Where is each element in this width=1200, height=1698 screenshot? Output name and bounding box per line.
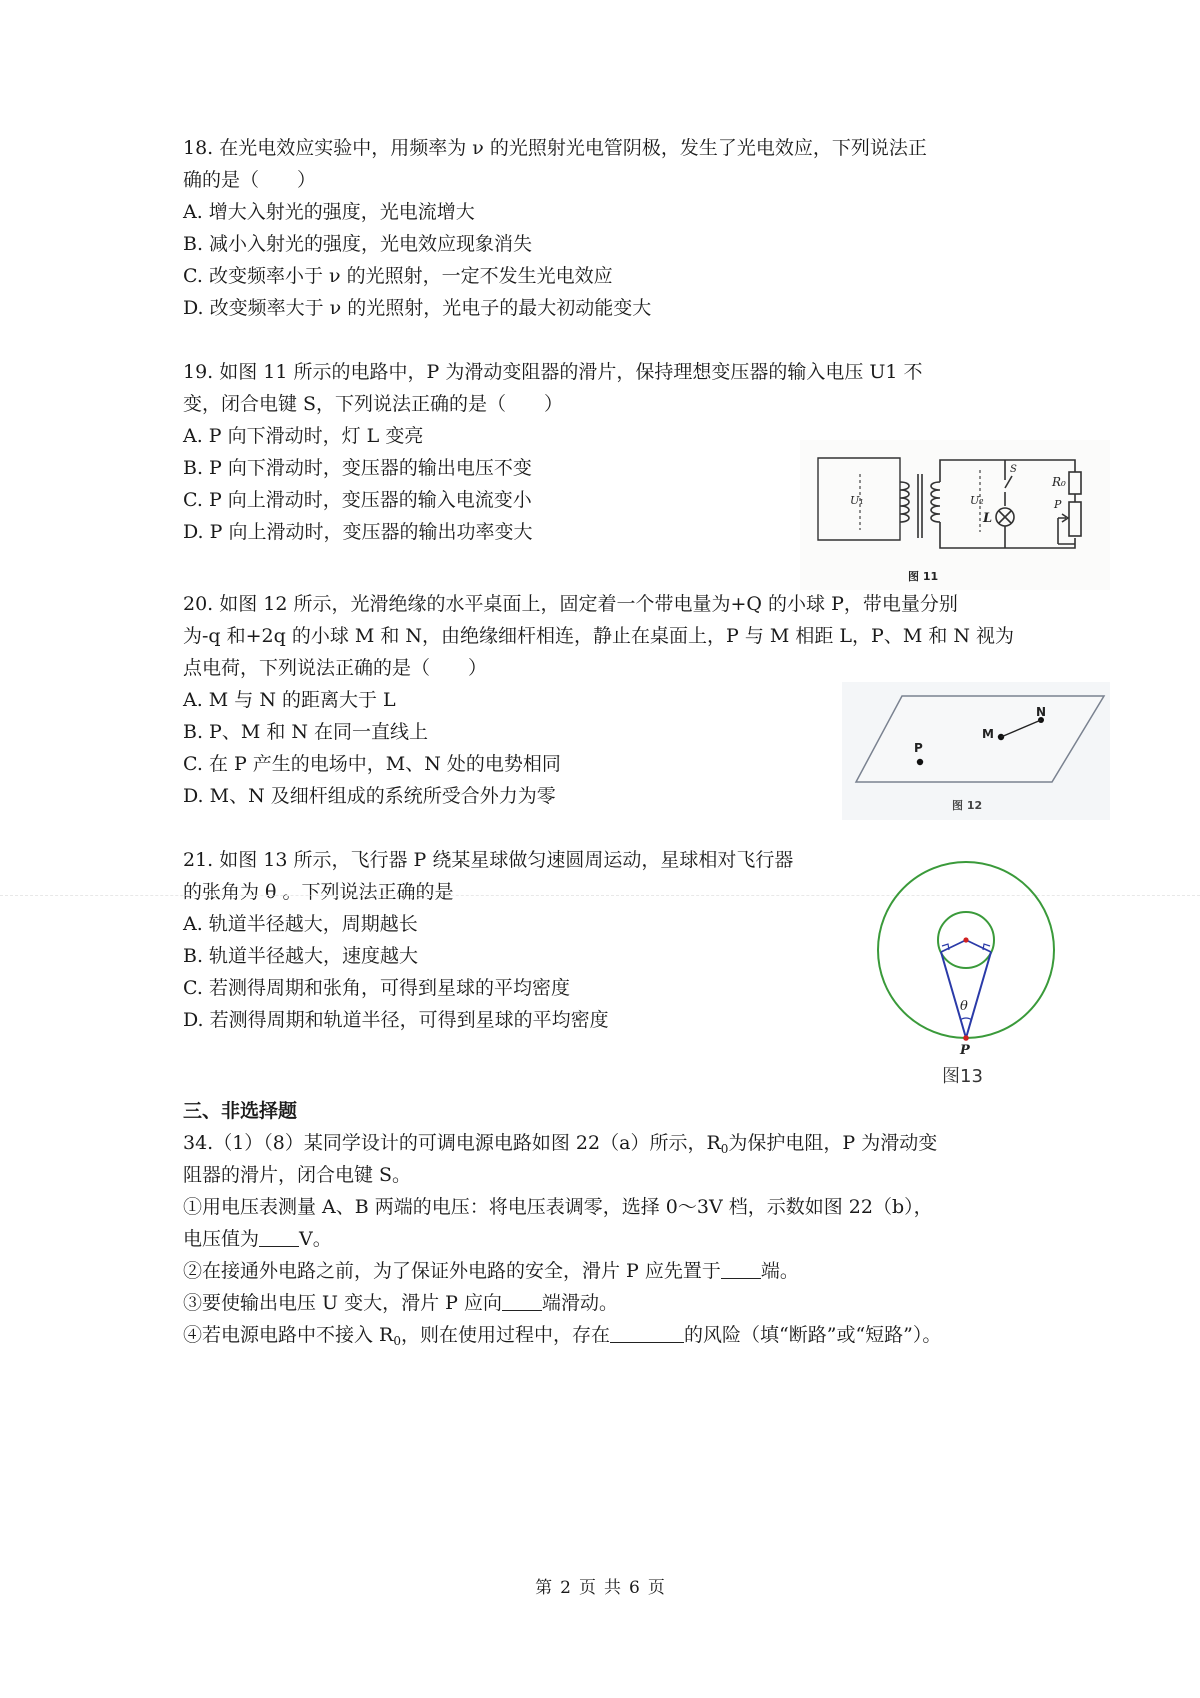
q19-option-a: A. P 向下滑动时，灯 L 变亮 [183,425,424,447]
q34-line5-a: ②在接通外电路之前，为了保证外电路的安全，滑片 P 应先置于 [183,1260,721,1282]
fig13-planet-center [963,937,968,942]
q19-option-b: B. P 向下滑动时，变压器的输出电压不变 [183,457,532,479]
fig13-label-p: P [960,1043,970,1058]
q20-option-c: C. 在 P 产生的电场中，M、N 处的电势相同 [183,753,561,775]
q34-line4-b: V。 [299,1228,332,1250]
q18-stem-line2: 确的是（ ） [183,169,317,191]
q21-option-b: B. 轨道半径越大，速度越大 [183,945,419,967]
fig11-label-s: S [1010,464,1017,475]
q34-line7-sub: 0 [393,1334,401,1348]
q34-position-blank[interactable] [721,1260,761,1279]
q20-stem-line1: 20. 如图 12 所示，光滑绝缘的水平桌面上，固定着一个带电量为+Q 的小球 P，带电量分别 [183,593,958,615]
q21-option-a: A. 轨道半径越大，周期越长 [183,913,418,935]
q34-line3: ①用电压表测量 A、B 两端的电压：将电压表调零，选择 0～3V 档，示数如图 22（b）， [183,1196,933,1218]
q18-option-c: C. 改变频率小于 ν 的光照射，一定不发生光电效应 [183,265,613,287]
footer-mid1: 页 [579,1578,596,1598]
q20-option-b: B. P、M 和 N 在同一直线上 [183,721,429,743]
q34-line1-sub: 0 [720,1142,729,1156]
q18-option-d: D. 改变频率大于 ν 的光照射，光电子的最大初动能变大 [183,297,652,319]
fig11-label-r0: R₀ [1052,475,1066,489]
q34-line7-c: 的风险（填“断路”或“短路”）。 [684,1324,942,1346]
q34-direction-blank[interactable] [502,1292,542,1311]
q34-voltage-blank[interactable] [259,1228,299,1247]
fig13-craft-p [963,1035,969,1041]
page-footer [0,1573,1200,1598]
q34-line7-b: ，则在使用过程中，存在 [401,1324,611,1346]
figure-13-caption: 图13 [942,1066,983,1087]
fig13-label-theta: θ [960,999,968,1014]
q34-line2: 阻器的滑片，闭合电键 S。 [183,1164,412,1186]
q34-line1-a: 34.（1）（8）某同学设计的可调电源电路如图 22（a）所示，R [183,1132,721,1154]
fig12-charge-p [917,759,923,765]
q34-line7 [183,1321,941,1355]
q18-option-b: B. 减小入射光的强度，光电效应现象消失 [183,233,533,255]
q20-stem-line2: 为-q 和+2q 的小球 M 和 N，由绝缘细杆相连，静止在桌面上，P 与 M 相距 L，P、M 和 N 视为 [183,625,1015,647]
q20-option-d: D. M、N 及细杆组成的系统所受合外力为零 [183,785,556,807]
figure-12-plane [842,682,1110,820]
section-3-title: 三、非选择题 [183,1100,298,1122]
q34-line5-b: 端。 [760,1260,799,1282]
q19-option-c: C. P 向上滑动时，变压器的输入电流变小 [183,489,532,511]
footer-mid2: 共 [604,1578,621,1598]
footer-suffix: 页 [647,1578,665,1598]
fig12-label-n: N [1036,705,1047,719]
figure-11-caption: 图 11 [908,570,939,583]
fig11-label-p: P [1054,498,1062,511]
figure-11-circuit [800,440,1110,590]
q34-line6-a: ③要使输出电压 U 变大，滑片 P 应向 [183,1292,502,1314]
q20-option-a: A. M 与 N 的距离大于 L [183,689,396,711]
footer-page-number: 2 [560,1578,571,1598]
footer-prefix: 第 [535,1578,553,1598]
q34-line6 [183,1289,618,1317]
q34-line1-b: 为保护电阻，P 为滑动变 [728,1132,938,1154]
q34-line6-b: 端滑动。 [541,1292,618,1314]
q21-stem-line1: 21. 如图 13 所示，飞行器 P 绕某星球做匀速圆周运动，星球相对飞行器 [183,849,794,871]
footer-total-pages: 6 [629,1578,640,1598]
q18-stem-line1: 18. 在光电效应实验中，用频率为 ν 的光照射光电管阴极，发生了光电效应，下列说法正 [183,137,927,159]
q34-line1 [183,1129,937,1163]
q34-line4-a: 电压值为 [183,1228,260,1250]
q21-option-c: C. 若测得周期和张角，可得到星球的平均密度 [183,977,570,999]
fig12-label-m: M [982,727,994,741]
fig11-label-u1: U₁ [850,494,864,507]
q21-option-d: D. 若测得周期和轨道半径，可得到星球的平均密度 [183,1009,609,1031]
q21-stem-line2: 的张角为 θ 。下列说法正确的是 [183,881,454,903]
q34-line5 [183,1257,799,1285]
figure-13-orbit [876,860,1068,1096]
q19-option-d: D. P 向上滑动时，变压器的输出功率变大 [183,521,533,543]
fig11-label-l: L [983,511,993,526]
figure-12-caption: 图 12 [952,799,983,812]
q19-stem-line2: 变，闭合电键 S，下列说法正确的是（ ） [183,393,564,415]
q20-stem-line3: 点电荷，下列说法正确的是（ ） [183,657,488,679]
q34-line4 [183,1225,332,1253]
q34-line7-a: ④若电源电路中不接入 R [183,1324,394,1346]
fig11-label-u2: U₂ [970,494,984,507]
q34-risk-blank[interactable] [610,1324,684,1343]
q19-stem-line1: 19. 如图 11 所示的电路中，P 为滑动变阻器的滑片，保持理想变压器的输入电压 U1 不 [183,361,923,383]
fig12-label-p: P [914,741,923,755]
q18-option-a: A. 增大入射光的强度，光电流增大 [183,201,475,223]
